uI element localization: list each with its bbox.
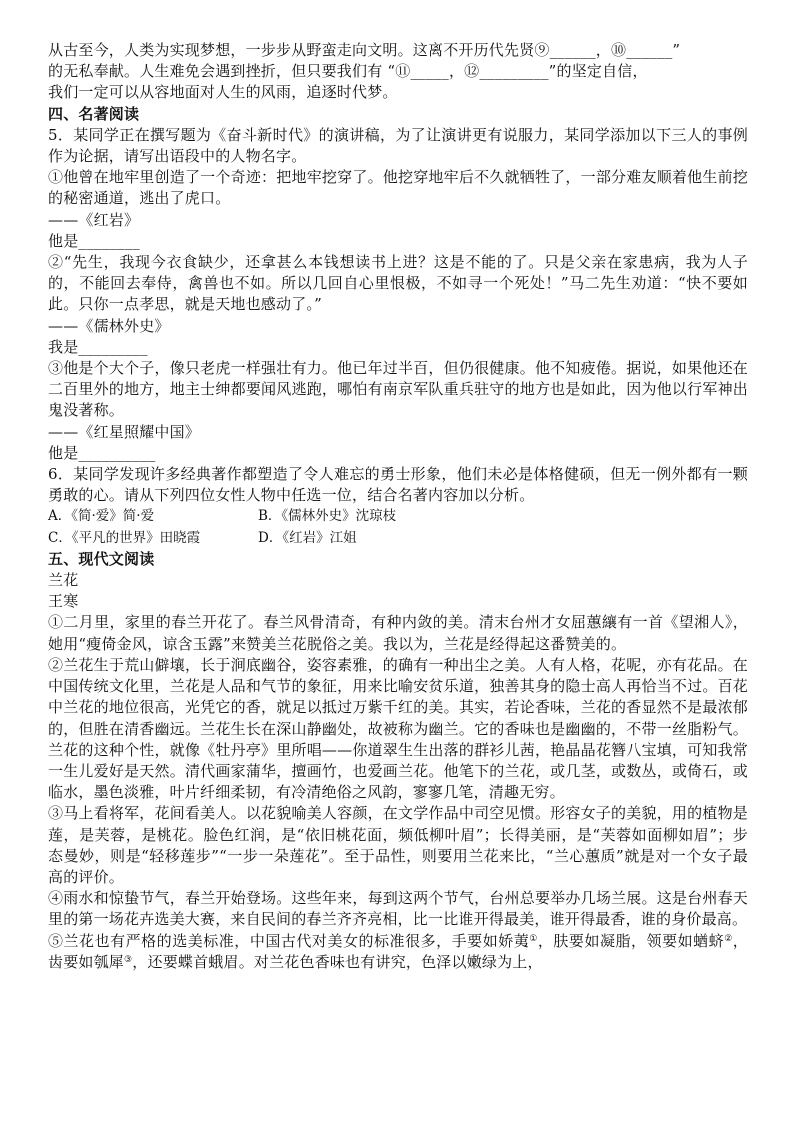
question-5-answer-2: 我是_________ bbox=[48, 337, 148, 356]
document-page bbox=[48, 40, 748, 973]
question-5-source-1: ——《红岩》 bbox=[48, 210, 140, 229]
article-title: 兰花 bbox=[48, 571, 79, 590]
question-6-stem: 6．某同学发现许多经典著作都塑造了令人难忘的勇士形象，他们未必是体格健硕，但无一例外都有一颗勇敢的心。请从下列四位女性人物中任选一位，结合名著内容加以分析。 bbox=[48, 465, 748, 505]
article-paragraph-1: ①二月里，家里的春兰开花了。春兰风骨清奇，有种内敛的美。清末台州才女屈蕙纕有一首《望湘人》，她用“瘦倚金风，谅含玉露”来赞美兰花脱俗之美。我以为，兰花是经得起这番赞美的。 bbox=[48, 613, 748, 653]
section-heading-modern-reading: 五、现代文阅读 bbox=[48, 549, 155, 568]
question-5-answer-1: 他是________ bbox=[48, 231, 141, 250]
question-5-item-3: ③他是个大个子，像只老虎一样强壮有力。他已年过半百，但仍很健康。他不知疲倦。据说，如果他还在二百里外的地方，地主士绅都要闻风逃跑，哪怕有南京军队重兵驻守的地方也是如此，因为他以行军神出鬼没著称。 bbox=[48, 359, 748, 420]
paragraph-5-text-d: ，还要蝶首蛾眉。对兰花色香味也有讲究，色泽以嫩绿为上， bbox=[132, 952, 543, 971]
paragraph-5-text-c: ，齿要如瓠犀 bbox=[48, 931, 748, 971]
question-5-source-3: ——《红星照耀中国》 bbox=[48, 422, 201, 441]
intro-line-2: 的无私奉献。人生难免会遇到挫折，但只要我们有 “⑪_____，⑫_________”的坚定自信， bbox=[48, 62, 648, 81]
question-5-item-1: ①他曾在地牢里创造了一个奇迹：把地牢挖穿了。他挖穿地牢后不久就牺牲了，一部分难友顺着他生前挖的秘密通道，逃出了虎口。 bbox=[48, 168, 748, 208]
article-paragraph-4: ④雨水和惊蛰节气，春兰开始登场。这些年来，每到这两个节气，台州总要举办几场兰展。这是台州春天里的第一场花卉选美大赛，来自民间的春兰齐齐亮相，比一比谁开得最美，谁开得最香，谁的身价最高。 bbox=[48, 889, 748, 929]
intro-line-1: 从古至今，人类为实现梦想，一步步从野蛮走向文明。这离不开历代先贤⑨______，⑩______” bbox=[48, 41, 681, 59]
footnote-marker-2: ② bbox=[724, 933, 733, 944]
section-heading-classics: 四、名著阅读 bbox=[48, 104, 140, 123]
option-b: B．《儒林外史》沈琼枝 bbox=[258, 508, 397, 525]
option-c: C．《平凡的世界》田晓霞 bbox=[48, 529, 201, 546]
footnote-marker-3: ③ bbox=[124, 954, 133, 965]
question-5-item-2: ②“先生，我现今衣食缺少，还拿甚么本钱想读书上进？这是不能的了。只是父亲在家患病，我为人子的，不能回去奉侍，禽兽也不如。所以几回自心里恨极，不如寻一个死处！”马二先生劝道：“快不要如此。只你一点孝思，就是天地也感动了。” bbox=[48, 253, 748, 314]
question-5-answer-3: 他是__________ bbox=[48, 443, 156, 462]
option-d: D．《红岩》江姐 bbox=[258, 529, 357, 546]
paragraph-5-text-a: ⑤兰花也有严格的选美标准，中国古代对美女的标准很多，手要如娇荑 bbox=[48, 931, 530, 950]
question-6-options-row-1 bbox=[48, 506, 748, 527]
paragraph-5-text-b: ，肤要如凝脂，领要如蝤蛴 bbox=[537, 931, 725, 950]
question-6-options-row-2 bbox=[48, 528, 748, 549]
option-a: A．《简·爱》简·爱 bbox=[48, 508, 155, 525]
question-5-source-2: ——《儒林外史》 bbox=[48, 316, 170, 335]
footnote-marker-1: ① bbox=[529, 933, 538, 944]
article-paragraph-3: ③马上看将军，花间看美人。以花貌喻美人容颜，在文学作品中司空见惯。形容女子的美貌，用的植物是莲，是芙蓉，是桃花。脸色红润，是“依旧桃花面，频低柳叶眉”；长得美丽，是“芙蓉如面柳如眉”；步态曼妙，则是“轻移莲步”“一步一朵莲花”。至于品性，则要用兰花来比，“兰心蕙质”就是对一个女子最高的评价。 bbox=[48, 804, 748, 886]
article-paragraph-5 bbox=[48, 931, 748, 973]
article-author: 王寒 bbox=[48, 592, 79, 611]
question-5-stem: 5．某同学正在撰写题为《奋斗新时代》的演讲稿，为了让演讲更有说服力，某同学添加以下三人的事例作为论据，请写出语段中的人物名字。 bbox=[48, 125, 748, 166]
article-paragraph-2: ②兰花生于荒山僻壤，长于涧底幽谷，姿容素雅，的确有一种出尘之美。人有人格，花呢，亦有花品。在中国传统文化里，兰花是人品和气节的象征，用来比喻安贫乐道，独善其身的隐士高人再恰当不过。百花中兰花的地位很高，光凭它的香，就足以抵过万紫千红的美。其实，若论香味，兰花的香显然不是最浓郁的，但胜在清香幽远。兰花生长在深山静幽处，故被称为幽兰。它的香味也是幽幽的，不带一丝脂粉气。兰花的这种个性，就像《牡丹亭》里所唱——你道翠生生出落的群衫儿茜，艳晶晶花簪八宝填，可知我常一生儿爱好是天然。清代画家蒲华，擅画竹，也爱画兰花。他笔下的兰花，或几茎，或数丛，或倚石，或临水，墨色淡雅，叶片纤细柔韧，有冷清绝俗之风韵，寥寥几笔，清趣无穷。 bbox=[48, 655, 748, 802]
intro-line-3: 我们一定可以从容地面对人生的风雨，追逐时代梦。 bbox=[48, 83, 398, 102]
